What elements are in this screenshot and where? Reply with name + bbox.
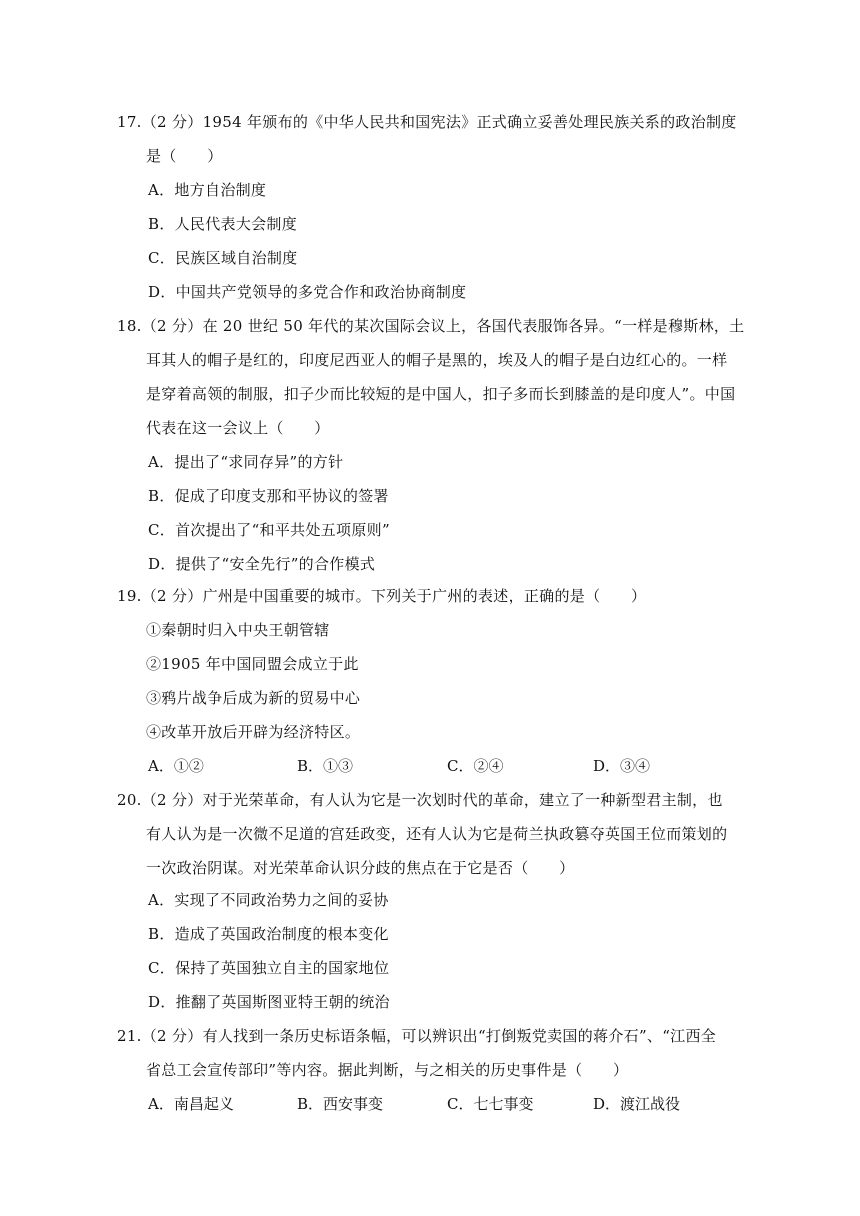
question-stem-line: 有人认为是一次微不足道的宫廷政变，还有人认为它是荷兰执政篡夺英国王位而策划的 bbox=[146, 825, 728, 843]
option-c: C．民族区域自治制度 bbox=[148, 249, 298, 267]
option-a: A．①② bbox=[148, 757, 204, 775]
options-row bbox=[0, 1094, 860, 1114]
option-c: C．首次提出了“和平共处五项原则” bbox=[148, 521, 390, 539]
option-d: D．推翻了英国斯图亚特王朝的统治 bbox=[148, 993, 390, 1011]
question-stem-line: 19.（2 分）广州是中国重要的城市。下列关于广州的表述，正确的是（ ） bbox=[117, 587, 647, 605]
option-c: C．②④ bbox=[447, 757, 504, 775]
option-c: C．七七事变 bbox=[447, 1095, 534, 1113]
option-b: B．促成了印度支那和平协议的签署 bbox=[148, 487, 389, 505]
option-b: B．①③ bbox=[297, 757, 354, 775]
statement-item: ④改革开放后开辟为经济特区。 bbox=[146, 723, 361, 741]
options-row bbox=[0, 756, 860, 776]
option-a: A．提出了“求同存异”的方针 bbox=[148, 453, 344, 471]
question-stem-line: 17.（2 分）1954 年颁布的《中华人民共和国宪法》正式确立妥善处理民族关系的政治制度 bbox=[117, 113, 737, 131]
option-d: D．渡江战役 bbox=[593, 1095, 681, 1113]
option-a: A．南昌起义 bbox=[148, 1095, 234, 1113]
question-stem-line: 一次政治阴谋。对光荣革命认识分歧的焦点在于它是否（ ） bbox=[146, 859, 575, 877]
statement-item: ②1905 年中国同盟会成立于此 bbox=[146, 655, 359, 673]
question-stem-line: 18.（2 分）在 20 世纪 50 年代的某次国际会议上，各国代表服饰各异。“一样是穆斯林，土 bbox=[117, 317, 745, 335]
option-c: C．保持了英国独立自主的国家地位 bbox=[148, 959, 390, 977]
option-b: B．西安事变 bbox=[297, 1095, 384, 1113]
question-stem-line: 20.（2 分）对于光荣革命，有人认为它是一次划时代的革命，建立了一种新型君主制，也 bbox=[117, 791, 723, 809]
option-d: D．③④ bbox=[593, 757, 651, 775]
option-d: D．提供了“安全先行”的合作模式 bbox=[148, 555, 376, 573]
question-stem-line: 代表在这一会议上（ ） bbox=[146, 419, 330, 437]
option-a: A．实现了不同政治势力之间的妥协 bbox=[148, 891, 389, 909]
option-b: B．人民代表大会制度 bbox=[148, 215, 298, 233]
question-stem-line: 是穿着高领的制服，扣子少而比较短的是中国人，扣子多而长到膝盖的是印度人”。中国 bbox=[146, 385, 736, 403]
option-a: A．地方自治制度 bbox=[148, 181, 267, 199]
option-b: B．造成了英国政治制度的根本变化 bbox=[148, 925, 389, 943]
statement-item: ③鸦片战争后成为新的贸易中心 bbox=[146, 689, 361, 707]
question-stem-line: 省总工会宣传部印”等内容。据此判断，与之相关的历史事件是（ ） bbox=[146, 1061, 629, 1079]
question-stem-line: 耳其人的帽子是红的，印度尼西亚人的帽子是黑的，埃及人的帽子是白边红心的。一样 bbox=[146, 351, 728, 369]
question-stem-line: 21.（2 分）有人找到一条历史标语条幅，可以辨识出“打倒叛党卖国的蒋介石”、“江西全 bbox=[117, 1027, 717, 1045]
option-d: D．中国共产党领导的多党合作和政治协商制度 bbox=[148, 283, 467, 301]
question-stem-line: 是（ ） bbox=[146, 147, 223, 165]
statement-item: ①秦朝时归入中央王朝管辖 bbox=[146, 621, 330, 639]
